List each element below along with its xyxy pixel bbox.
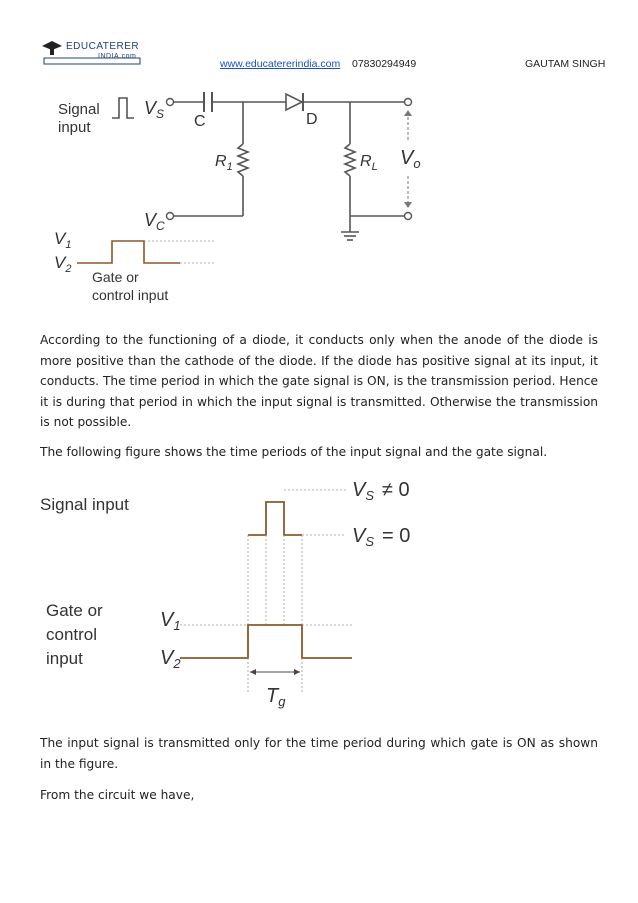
paragraph-from-circuit: From the circuit we have, [40,788,195,802]
svg-text:control input: control input [92,287,169,303]
vs-nonzero-label: $V_S \ne 0$ [352,479,410,503]
svg-text:control: control [46,625,98,644]
paragraph-transmission: The input signal is transmitted only for the time period during which gate is ON as shown in the figure. [40,736,598,771]
svg-text:input: input [58,119,91,136]
vo-label: $V_o$ [400,147,421,171]
signal-input-label: Signal input [40,495,129,514]
r1-label: $R_1$ [215,153,233,173]
signal-label: Signal [58,101,100,118]
gate-label: Gate or [92,269,139,285]
timing-diagram [36,470,456,715]
v1-label: $V_1$ [54,229,72,251]
signal-waveform [248,502,302,535]
input-pulse-symbol [112,98,134,118]
gate-label: Gate or [46,601,103,620]
v1-label: $V_1$ [160,609,181,633]
diode-symbol [286,94,302,110]
page-header [0,0,638,80]
paragraph-diode-function: According to the functioning of a diode, it conducts only when the anode of the diode is more positive than the cathode of the diode. If the diode has positive signal at its input, it conducts. The time period in which the gate signal is ON, is the transmission period. Hence it is during that period in which the input signal is transmitted. Otherwise the transmission is not possible. [40,333,598,429]
svg-text:input: input [46,649,83,668]
phone-number: 07830294949 [352,58,417,70]
tg-label: $T_g$ [266,685,286,709]
rl-label: $R_L$ [360,153,378,173]
capacitor-label: C [194,113,206,130]
vc-label: $V_C$ [144,210,165,233]
v2-label: $V_2$ [54,253,72,275]
author-name: GAUTAM SINGH [525,58,606,70]
logo [40,38,145,72]
v2-label: $V_2$ [160,647,181,671]
diode-label: D [306,111,318,128]
logo-text: EDUCATERER [66,41,140,52]
paragraph-figure-intro: The following figure shows the time periods of the input signal and the gate signal. [40,445,548,459]
website-link[interactable]: www.educatererindia.com [220,58,341,70]
circuit-diagram [40,82,440,310]
vs-zero-label: $V_S = 0$ [352,525,411,549]
gate-waveform [77,241,180,263]
vs-label: $V_S$ [144,98,165,121]
logo-subtext: INDIA.com [98,53,137,60]
gate-waveform [180,625,352,658]
